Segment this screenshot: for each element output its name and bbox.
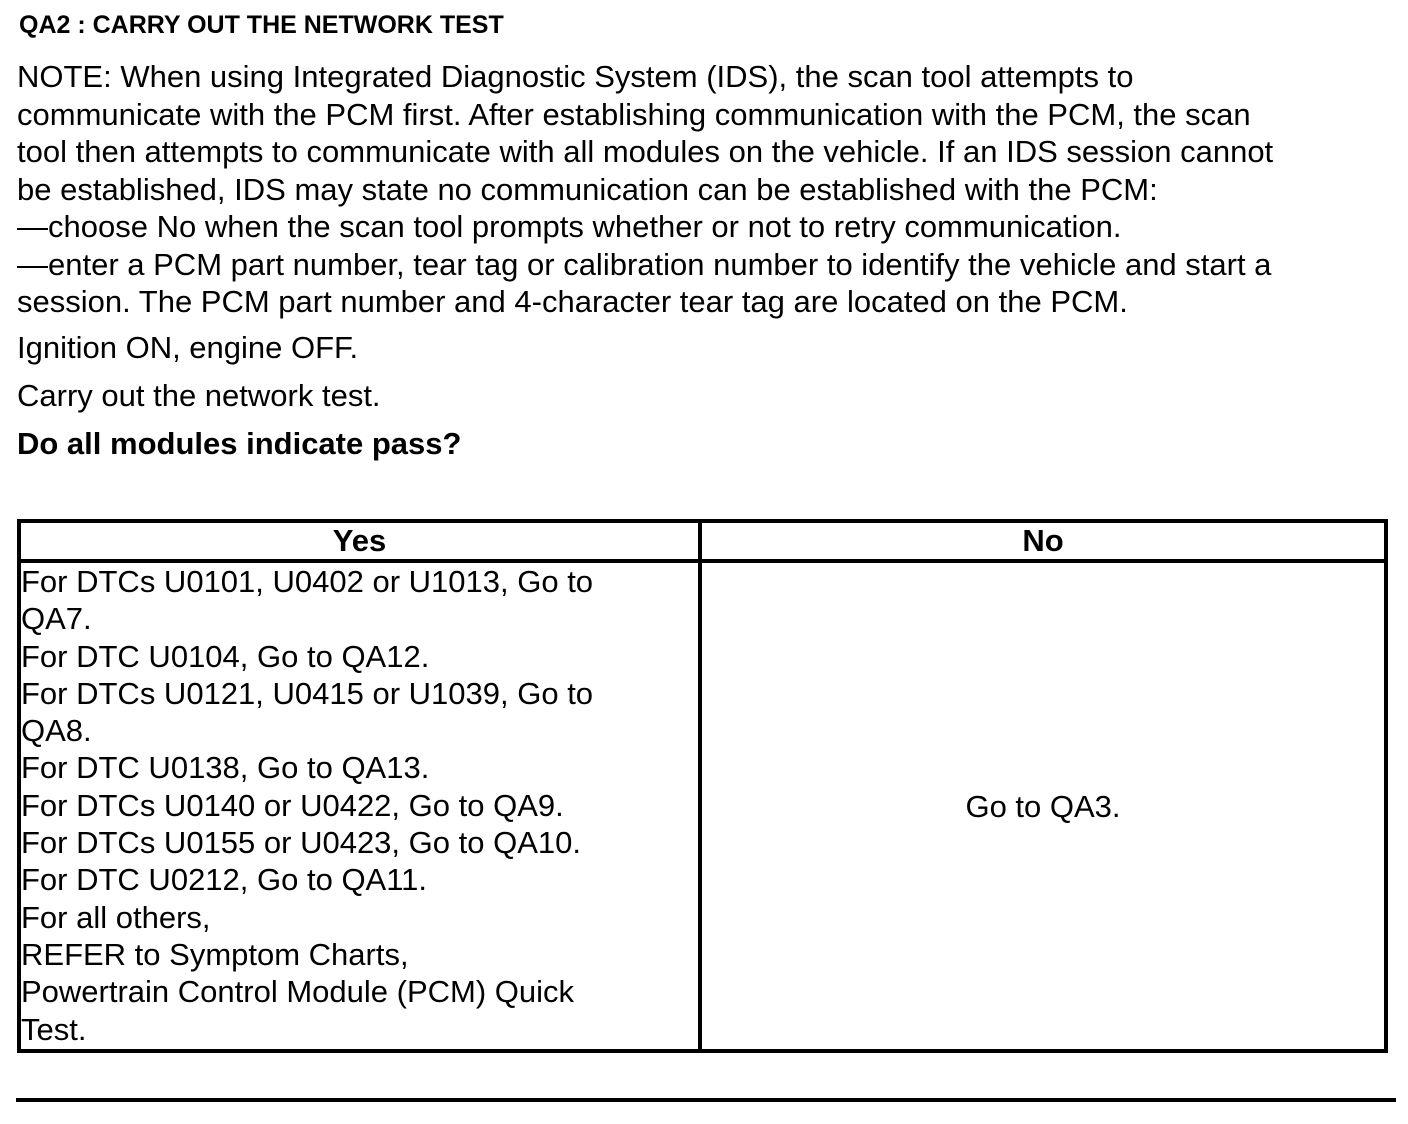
yes-line: For DTCs U0140 or U0422, Go to QA9. (21, 787, 564, 823)
note-line: tool then attempts to communicate with all modules on the vehicle. If an IDS session cannot (17, 134, 1274, 169)
yes-cell (19, 561, 700, 1051)
section-heading: QA2 : CARRY OUT THE NETWORK TEST (19, 11, 504, 39)
note-paragraph (17, 58, 1392, 321)
step-ignition: Ignition ON, engine OFF. (17, 330, 359, 365)
bottom-divider (16, 1098, 1396, 1102)
decision-question: Do all modules indicate pass? (17, 426, 462, 461)
table-header-row (19, 521, 1386, 561)
note-line: —choose No when the scan tool prompts whether or not to retry communication. (17, 209, 1122, 244)
no-cell: Go to QA3. (700, 561, 1386, 1051)
yes-line: QA7. (21, 601, 92, 637)
note-line: session. The PCM part number and 4-character tear tag are located on the PCM. (17, 284, 1128, 319)
note-line: —enter a PCM part number, tear tag or calibration number to identify the vehicle and start a (17, 246, 1272, 282)
yes-line: Powertrain Control Module (PCM) Quick (21, 974, 575, 1010)
yes-line: For DTC U0212, Go to QA11. (21, 862, 428, 898)
no-column-header: No (700, 521, 1386, 561)
yes-line: For DTCs U0101, U0402 or U1013, Go to (21, 564, 594, 599)
step-network-test: Carry out the network test. (17, 378, 381, 413)
yes-line: For all others, (21, 899, 211, 935)
note-line: communicate with the PCM first. After establishing communication with the PCM, the scan (17, 96, 1251, 132)
yes-line: For DTCs U0155 or U0423, Go to QA10. (21, 825, 581, 861)
yes-line: For DTC U0104, Go to QA12. (21, 638, 430, 674)
yes-column-header: Yes (19, 521, 700, 561)
table-row (19, 561, 1386, 1051)
yes-line: Test. (21, 1011, 87, 1047)
yes-line: For DTC U0138, Go to QA13. (21, 750, 430, 786)
note-line: NOTE: When using Integrated Diagnostic System (IDS), the scan tool attempts to (17, 59, 1134, 94)
decision-table (17, 519, 1388, 1053)
yes-line: REFER to Symptom Charts, (21, 936, 409, 972)
note-line: be established, IDS may state no communication can be established with the PCM: (17, 171, 1158, 207)
yes-line: QA8. (21, 713, 92, 749)
yes-line: For DTCs U0121, U0415 or U1039, Go to (21, 675, 594, 711)
